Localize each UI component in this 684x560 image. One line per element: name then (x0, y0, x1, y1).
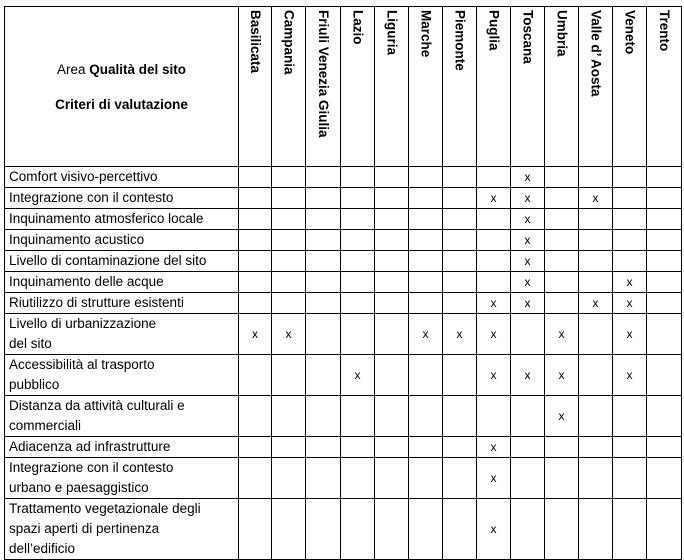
mark-cell (272, 355, 306, 396)
mark-cell (272, 251, 306, 272)
table-row (5, 209, 682, 230)
mark-cell (647, 251, 682, 272)
mark-cell (443, 293, 477, 314)
mark-cell (375, 396, 409, 437)
mark-cell (306, 272, 341, 293)
mark-cell (443, 396, 477, 437)
mark-cell (272, 209, 306, 230)
mark-cell (545, 499, 579, 560)
mark-cell (647, 293, 682, 314)
mark-cell (579, 314, 613, 355)
mark-cell (239, 209, 272, 230)
mark-cell (306, 230, 341, 251)
criterion-label: Accessibilità al trasporto pubblico (9, 357, 155, 392)
mark-cell (511, 437, 545, 458)
mark-cell: x (545, 396, 579, 437)
region-label: Trento (656, 10, 672, 52)
mark-cell: x (239, 314, 272, 355)
mark-cell (511, 396, 545, 437)
region-label: Valle d’ Aosta (588, 10, 604, 97)
region-header (239, 7, 272, 167)
mark-cell (579, 437, 613, 458)
table-row (5, 272, 682, 293)
mark-cell (375, 188, 409, 209)
mark-cell (511, 458, 545, 499)
criterion-cell (5, 458, 239, 499)
mark-cell (409, 396, 443, 437)
mark-cell (579, 209, 613, 230)
region-header (477, 7, 511, 167)
mark-cell (613, 499, 647, 560)
mark-cell (375, 209, 409, 230)
mark-cell: x (511, 167, 545, 188)
region-label: Basilicata (247, 10, 263, 74)
mark-cell (409, 293, 443, 314)
region-label: Umbria (554, 10, 570, 57)
mark-cell: x (511, 230, 545, 251)
mark-cell (545, 167, 579, 188)
region-header (647, 7, 682, 167)
area-name: Qualità del sito (89, 61, 187, 77)
mark-cell (443, 499, 477, 560)
mark-cell (272, 396, 306, 437)
criterion-label: Comfort visivo-percettivo (9, 169, 158, 184)
table-body (5, 167, 682, 560)
mark-cell (613, 188, 647, 209)
table-row (5, 499, 682, 560)
table-row (5, 458, 682, 499)
mark-cell (239, 230, 272, 251)
mark-cell (613, 251, 647, 272)
mark-cell (306, 251, 341, 272)
criterion-cell (5, 293, 239, 314)
mark-cell (375, 272, 409, 293)
region-header (409, 7, 443, 167)
mark-cell (647, 188, 682, 209)
mark-cell (306, 209, 341, 230)
region-header (341, 7, 375, 167)
mark-cell: x (477, 355, 511, 396)
mark-cell (511, 499, 545, 560)
mark-cell: x (477, 458, 511, 499)
mark-cell (306, 396, 341, 437)
mark-cell (443, 251, 477, 272)
mark-cell (511, 314, 545, 355)
mark-cell (306, 355, 341, 396)
region-header (375, 7, 409, 167)
region-header (545, 7, 579, 167)
mark-cell (579, 355, 613, 396)
region-label: Friuli Venezia Giulia (315, 10, 331, 138)
mark-cell (375, 230, 409, 251)
mark-cell (443, 188, 477, 209)
mark-cell (341, 188, 375, 209)
mark-cell: x (511, 355, 545, 396)
mark-cell: x (511, 251, 545, 272)
mark-cell (341, 167, 375, 188)
mark-cell: x (272, 314, 306, 355)
mark-cell (272, 458, 306, 499)
mark-cell: x (477, 437, 511, 458)
region-label: Campania (281, 10, 297, 75)
criterion-cell (5, 251, 239, 272)
mark-cell (239, 188, 272, 209)
region-header (306, 7, 341, 167)
mark-cell (647, 272, 682, 293)
mark-cell (647, 355, 682, 396)
mark-cell (306, 314, 341, 355)
mark-cell (375, 293, 409, 314)
mark-cell (579, 458, 613, 499)
mark-cell: x (511, 188, 545, 209)
evaluation-table (4, 6, 682, 560)
mark-cell (647, 314, 682, 355)
mark-cell (579, 272, 613, 293)
mark-cell (545, 458, 579, 499)
mark-cell (545, 272, 579, 293)
mark-cell (579, 396, 613, 437)
mark-cell (341, 396, 375, 437)
mark-cell (579, 230, 613, 251)
mark-cell (375, 355, 409, 396)
mark-cell: x (511, 293, 545, 314)
mark-cell (239, 499, 272, 560)
mark-cell (272, 167, 306, 188)
criterion-label: Inquinamento atmosferico locale (9, 211, 204, 226)
mark-cell (341, 251, 375, 272)
mark-cell (613, 209, 647, 230)
mark-cell (239, 437, 272, 458)
mark-cell (409, 251, 443, 272)
mark-cell (443, 209, 477, 230)
mark-cell (477, 272, 511, 293)
criterion-cell (5, 314, 239, 355)
mark-cell (239, 396, 272, 437)
criterion-label: Riutilizzo di strutture esistenti (9, 295, 184, 310)
mark-cell (647, 230, 682, 251)
mark-cell (375, 437, 409, 458)
mark-cell (341, 230, 375, 251)
criterion-cell (5, 209, 239, 230)
mark-cell (443, 272, 477, 293)
mark-cell (443, 458, 477, 499)
mark-cell (341, 458, 375, 499)
mark-cell (239, 167, 272, 188)
mark-cell (409, 209, 443, 230)
criteria-title: Criteri di valutazione (55, 96, 188, 112)
mark-cell (341, 209, 375, 230)
mark-cell (477, 396, 511, 437)
criterion-cell (5, 167, 239, 188)
mark-cell (545, 230, 579, 251)
mark-cell (477, 251, 511, 272)
mark-cell (341, 272, 375, 293)
area-prefix: Area (56, 61, 90, 77)
mark-cell (409, 230, 443, 251)
region-header (443, 7, 477, 167)
mark-cell (306, 437, 341, 458)
mark-cell (306, 458, 341, 499)
mark-cell (272, 230, 306, 251)
criterion-label: Inquinamento acustico (9, 232, 145, 247)
mark-cell: x (579, 293, 613, 314)
mark-cell (239, 272, 272, 293)
table-row (5, 188, 682, 209)
mark-cell (647, 499, 682, 560)
region-label: Liguria (384, 10, 400, 56)
criterion-label: Inquinamento delle acque (9, 274, 164, 289)
criterion-label: Distanza da attività culturali e commerciali (9, 398, 185, 433)
mark-cell (613, 396, 647, 437)
mark-cell (409, 458, 443, 499)
mark-cell (239, 293, 272, 314)
mark-cell (443, 230, 477, 251)
mark-cell: x (545, 314, 579, 355)
criterion-cell (5, 272, 239, 293)
header-corner-cell (5, 7, 239, 167)
mark-cell (239, 458, 272, 499)
mark-cell (409, 499, 443, 560)
mark-cell: x (477, 314, 511, 355)
mark-cell: x (613, 272, 647, 293)
mark-cell: x (477, 499, 511, 560)
mark-cell (647, 167, 682, 188)
mark-cell (613, 230, 647, 251)
criterion-cell (5, 437, 239, 458)
mark-cell (477, 209, 511, 230)
mark-cell (272, 499, 306, 560)
mark-cell (409, 188, 443, 209)
mark-cell (647, 458, 682, 499)
mark-cell (341, 499, 375, 560)
mark-cell (409, 355, 443, 396)
mark-cell (477, 167, 511, 188)
mark-cell (647, 209, 682, 230)
mark-cell: x (409, 314, 443, 355)
mark-cell (545, 293, 579, 314)
mark-cell (545, 209, 579, 230)
mark-cell (375, 499, 409, 560)
table-row (5, 251, 682, 272)
region-header (511, 7, 545, 167)
mark-cell: x (341, 355, 375, 396)
mark-cell: x (613, 314, 647, 355)
mark-cell (647, 396, 682, 437)
mark-cell (272, 293, 306, 314)
mark-cell (409, 167, 443, 188)
mark-cell (545, 437, 579, 458)
table-row (5, 355, 682, 396)
mark-cell (375, 314, 409, 355)
criterion-label: Livello di contaminazione del sito (9, 253, 207, 268)
mark-cell (443, 437, 477, 458)
criterion-cell (5, 188, 239, 209)
mark-cell (272, 188, 306, 209)
mark-cell (306, 293, 341, 314)
mark-cell (545, 188, 579, 209)
mark-cell (443, 355, 477, 396)
region-label: Marche (418, 10, 434, 58)
mark-cell (239, 251, 272, 272)
table-row (5, 437, 682, 458)
mark-cell (375, 458, 409, 499)
mark-cell (272, 437, 306, 458)
region-header (579, 7, 613, 167)
area-title (5, 62, 238, 77)
criterion-cell (5, 396, 239, 437)
mark-cell (306, 499, 341, 560)
mark-cell: x (545, 355, 579, 396)
region-label: Puglia (486, 10, 502, 51)
mark-cell: x (579, 188, 613, 209)
mark-cell: x (443, 314, 477, 355)
mark-cell (613, 458, 647, 499)
table-row (5, 314, 682, 355)
region-header (272, 7, 306, 167)
mark-cell: x (477, 188, 511, 209)
mark-cell (306, 167, 341, 188)
criterion-label: Livello di urbanizzazione del sito (9, 316, 157, 351)
mark-cell: x (613, 293, 647, 314)
table-row (5, 230, 682, 251)
mark-cell (341, 293, 375, 314)
table-row (5, 167, 682, 188)
mark-cell (341, 314, 375, 355)
mark-cell (579, 499, 613, 560)
region-header (613, 7, 647, 167)
mark-cell (477, 230, 511, 251)
mark-cell (579, 167, 613, 188)
mark-cell (545, 251, 579, 272)
criterion-label: Trattamento vegetazionale degli spazi aperti di pertinenza dell’edificio (9, 501, 201, 556)
mark-cell (613, 167, 647, 188)
header-row (5, 7, 682, 167)
mark-cell (613, 437, 647, 458)
mark-cell (272, 272, 306, 293)
mark-cell: x (613, 355, 647, 396)
mark-cell: x (477, 293, 511, 314)
mark-cell (375, 251, 409, 272)
criterion-cell (5, 230, 239, 251)
region-label: Veneto (622, 10, 638, 55)
criterion-label: Integrazione con il contesto urbano e paesaggistico (9, 460, 174, 495)
criterion-cell (5, 499, 239, 560)
criterion-label: Adiacenza ad infrastrutture (9, 439, 171, 454)
mark-cell: x (511, 209, 545, 230)
region-label: Lazio (350, 10, 366, 45)
mark-cell (409, 272, 443, 293)
mark-cell (647, 437, 682, 458)
mark-cell: x (511, 272, 545, 293)
mark-cell (443, 167, 477, 188)
mark-cell (375, 167, 409, 188)
mark-cell (409, 437, 443, 458)
mark-cell (306, 188, 341, 209)
table-row (5, 293, 682, 314)
table-row (5, 396, 682, 437)
region-label: Piemonte (452, 10, 468, 71)
region-label: Toscana (520, 10, 536, 64)
mark-cell (239, 355, 272, 396)
mark-cell (579, 251, 613, 272)
criterion-label: Integrazione con il contesto (9, 190, 174, 205)
criterion-cell (5, 355, 239, 396)
mark-cell (341, 437, 375, 458)
